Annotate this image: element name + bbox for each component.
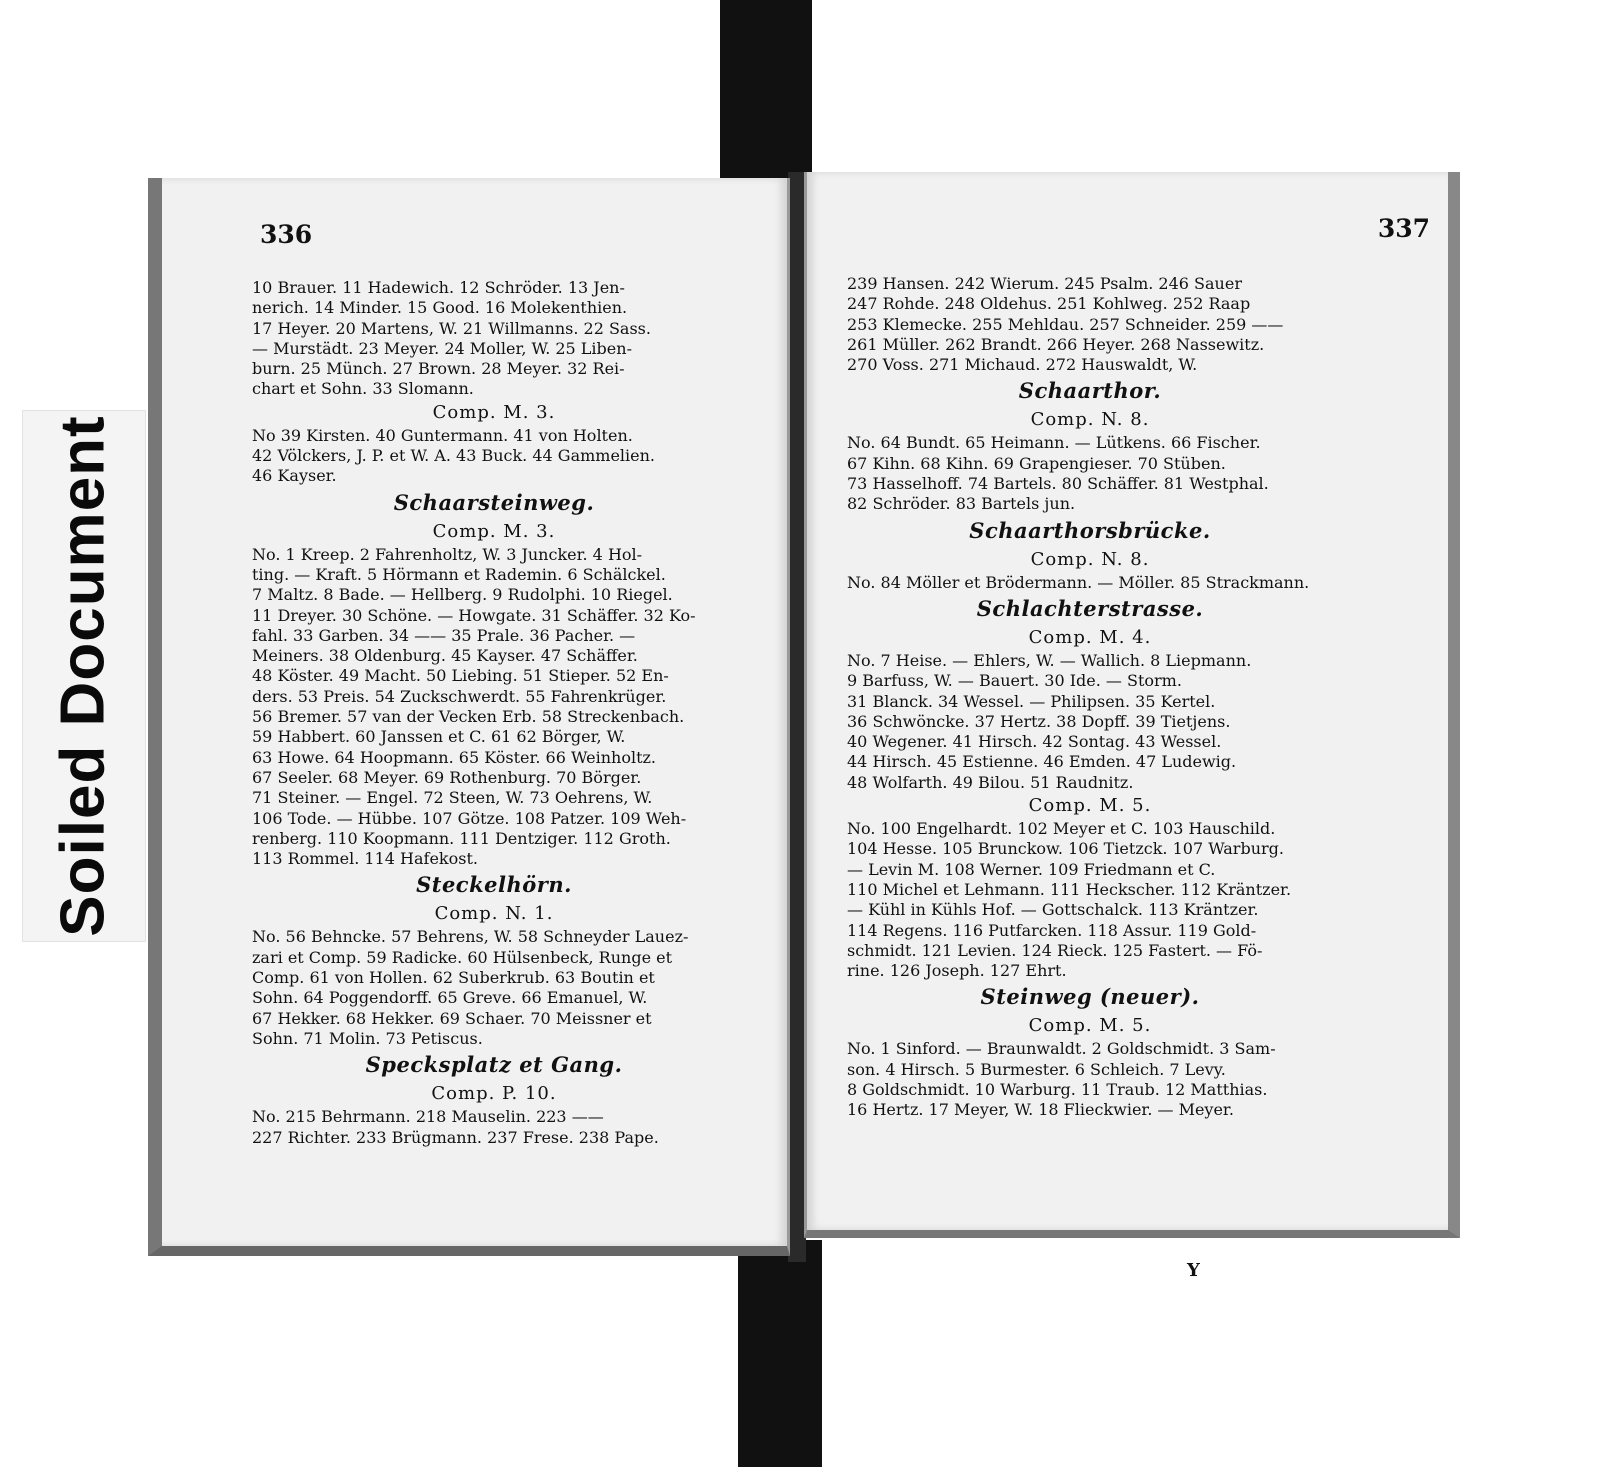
entry-line: 56 Bremer. 57 van der Vecken Erb. 58 Streckenbach. (252, 707, 685, 727)
entry-line: 67 Kihn. 68 Kihn. 69 Grapengieser. 70 Stüben. (847, 453, 1226, 473)
entry-line: No 39 Kirsten. 40 Guntermann. 41 von Holten. (252, 425, 633, 445)
entry-line: 8 Goldschmidt. 10 Warburg. 11 Traub. 12 Matthias. (847, 1080, 1268, 1100)
company-heading: Comp. M. 4. (1028, 626, 1152, 648)
entry-line: 113 Rommel. 114 Hafekost. (252, 849, 478, 869)
entry-line: No. 64 Bundt. 65 Heimann. — Lütkens. 66 Fischer. (847, 433, 1261, 453)
entry-line: 59 Habbert. 60 Janssen et C. 61 62 Börger, W. (252, 727, 626, 747)
entry-line: 48 Köster. 49 Macht. 50 Liebing. 51 Stieper. 52 En- (252, 666, 669, 686)
entry-line: burn. 25 Münch. 27 Brown. 28 Meyer. 32 Rei- (252, 359, 625, 379)
entry-line: rine. 126 Joseph. 127 Ehrt. (847, 961, 1067, 981)
entry-line: 31 Blanck. 34 Wessel. — Philipsen. 35 Kertel. (847, 691, 1216, 711)
left-page (148, 178, 790, 1256)
entry-line: ting. — Kraft. 5 Hörmann et Rademin. 6 Schälckel. (252, 564, 666, 584)
entry-line: 11 Dreyer. 30 Schöne. — Howgate. 31 Schäffer. 32 Ko- (252, 605, 696, 625)
open-book (148, 172, 1473, 1281)
entry-line: 71 Steiner. — Engel. 72 Steen, W. 73 Oehrens, W. (252, 788, 653, 808)
entry-line: 17 Heyer. 20 Martens, W. 21 Willmanns. 22 Sass. (252, 318, 651, 338)
document-label-text: Soiled Document (48, 415, 118, 937)
entry-line: renberg. 110 Koopmann. 111 Dentziger. 112 Groth. (252, 828, 671, 848)
entry-line: 42 Völckers, J. P. et W. A. 43 Buck. 44 Gammelien. (252, 446, 656, 466)
entry-line: nerich. 14 Minder. 15 Good. 16 Molekenthien. (252, 298, 628, 318)
company-heading: Comp. P. 10. (431, 1083, 557, 1105)
entry-line: 114 Regens. 116 Putfarcken. 118 Assur. 119 Gold- (847, 920, 1257, 940)
binding-strap-bottom (738, 1240, 822, 1467)
entry-line: 67 Hekker. 68 Hekker. 69 Schaer. 70 Meissner et (252, 1008, 652, 1028)
street-heading: Specksplatz et Gang. (365, 1052, 623, 1078)
street-heading: Schaarthorsbrücke. (969, 517, 1211, 543)
entry-line: fahl. 33 Garben. 34 —— 35 Prale. 36 Pacher. — (252, 625, 636, 645)
entry-line: No. 7 Heise. — Ehlers, W. — Wallich. 8 Liepmann. (847, 650, 1252, 670)
company-heading: Comp. N. 8. (1030, 548, 1150, 570)
company-heading: Comp. N. 8. (1030, 409, 1150, 431)
company-heading: Comp. M. 3. (432, 520, 556, 542)
binding-strap-top (720, 0, 812, 186)
left-page-number: 336 (260, 220, 313, 249)
right-page-number: 337 (1377, 214, 1430, 243)
entry-line: Meiners. 38 Oldenburg. 45 Kayser. 47 Schäffer. (252, 646, 638, 666)
entry-line: 73 Hasselhoff. 74 Bartels. 80 Schäffer. 81 Westphal. (847, 474, 1269, 494)
street-heading: Schaarthor. (1018, 378, 1162, 404)
entry-line: son. 4 Hirsch. 5 Burmester. 6 Schleich. 7 Levy. (847, 1059, 1226, 1079)
entry-line: 247 Rohde. 248 Oldehus. 251 Kohlweg. 252 Raap (847, 294, 1251, 314)
signature-mark: Y (1187, 1260, 1200, 1281)
entry-line: 67 Seeler. 68 Meyer. 69 Rothenburg. 70 Börger. (252, 767, 642, 787)
entry-line: 44 Hirsch. 45 Estienne. 46 Emden. 47 Ludewig. (847, 752, 1237, 772)
entry-line: No. 100 Engelhardt. 102 Meyer et C. 103 Hauschild. (847, 819, 1276, 839)
left-page-text (252, 278, 736, 1148)
company-heading: Comp. M. 5. (1028, 1015, 1152, 1037)
entry-line: No. 215 Behrmann. 218 Mauselin. 223 —— (252, 1107, 604, 1127)
entry-line: 270 Voss. 271 Michaud. 272 Hauswaldt, W. (847, 355, 1198, 375)
entry-line: ders. 53 Preis. 54 Zuckschwerdt. 55 Fahrenkrüger. (252, 686, 667, 706)
street-heading: Steinweg (neuer). (980, 984, 1200, 1010)
entry-line: zari et Comp. 59 Radicke. 60 Hülsenbeck, Runge et (252, 947, 673, 967)
entry-line: — Kühl in Kühls Hof. — Gottschalck. 113 Kräntzer. (847, 900, 1259, 920)
entry-line: No. 1 Kreep. 2 Fahrenholtz, W. 3 Juncker. 4 Hol- (252, 544, 643, 564)
entry-line: Comp. 61 von Hollen. 62 Suberkrub. 63 Boutin et (252, 968, 655, 988)
entry-line: 261 Müller. 262 Brandt. 266 Heyer. 268 Nassewitz. (847, 334, 1265, 354)
entry-line: schmidt. 121 Levien. 124 Rieck. 125 Fastert. — Fö- (847, 940, 1263, 960)
entry-line: No. 84 Möller et Brödermann. — Möller. 85 Strackmann. (847, 572, 1310, 592)
entry-line: 253 Klemecke. 255 Mehldau. 257 Schneider. 259 —— (847, 314, 1284, 334)
right-page (804, 172, 1460, 1281)
entry-line: 82 Schröder. 83 Bartels jun. (847, 494, 1076, 514)
entry-line: No. 1 Sinford. — Braunwaldt. 2 Goldschmidt. 3 Sam- (847, 1039, 1276, 1059)
entry-line: 40 Wegener. 41 Hirsch. 42 Sontag. 43 Wessel. (847, 732, 1222, 752)
entry-line: 16 Hertz. 17 Meyer, W. 18 Flieckwier. — Meyer. (847, 1100, 1234, 1120)
entry-line: 104 Hesse. 105 Brunckow. 106 Tietzck. 107 Warburg. (847, 839, 1284, 859)
entry-line: No. 56 Behncke. 57 Behrens, W. 58 Schneyder Lauez- (252, 927, 689, 947)
entry-line: 9 Barfuss, W. — Bauert. 30 Ide. — Storm. (847, 671, 1182, 691)
entry-line: 110 Michel et Lehmann. 111 Heckscher. 112 Kräntzer. (847, 879, 1292, 899)
street-heading: Schlachterstrasse. (976, 595, 1204, 621)
entry-line: 48 Wolfarth. 49 Bilou. 51 Raudnitz. (847, 772, 1134, 792)
entry-line: 63 Howe. 64 Hoopmann. 65 Köster. 66 Weinholtz. (252, 747, 657, 767)
entry-line: Sohn. 64 Poggendorff. 65 Greve. 66 Emanuel, W. (252, 988, 648, 1008)
entry-line: 36 Schwöncke. 37 Hertz. 38 Dopff. 39 Tietjens. (847, 711, 1231, 731)
street-heading: Steckelhörn. (416, 872, 572, 898)
entry-line: 227 Richter. 233 Brügmann. 237 Frese. 238 Pape. (252, 1127, 659, 1147)
entry-line: 10 Brauer. 11 Hadewich. 12 Schröder. 13 Jen- (252, 278, 625, 297)
company-heading: Comp. N. 1. (434, 903, 554, 925)
entry-line: 7 Maltz. 8 Bade. — Hellberg. 9 Rudolphi. 10 Riegel. (252, 585, 673, 605)
company-heading: Comp. M. 5. (1028, 795, 1152, 817)
company-heading: Comp. M. 3. (432, 401, 556, 423)
entry-line: 239 Hansen. 242 Wierum. 245 Psalm. 246 Sauer (847, 274, 1242, 293)
entry-line: Sohn. 71 Molin. 73 Petiscus. (252, 1028, 483, 1048)
right-page-text (847, 274, 1333, 1121)
entry-line: — Murstädt. 23 Meyer. 24 Moller, W. 25 Liben- (252, 338, 632, 358)
entry-line: 106 Tode. — Hübbe. 107 Götze. 108 Patzer. 109 Weh- (252, 808, 687, 828)
street-heading: Schaarsteinweg. (393, 489, 595, 515)
entry-line: 46 Kayser. (252, 466, 337, 486)
entry-line: chart et Sohn. 33 Slomann. (252, 379, 474, 399)
entry-line: — Levin M. 108 Werner. 109 Friedmann et C. (847, 859, 1216, 879)
